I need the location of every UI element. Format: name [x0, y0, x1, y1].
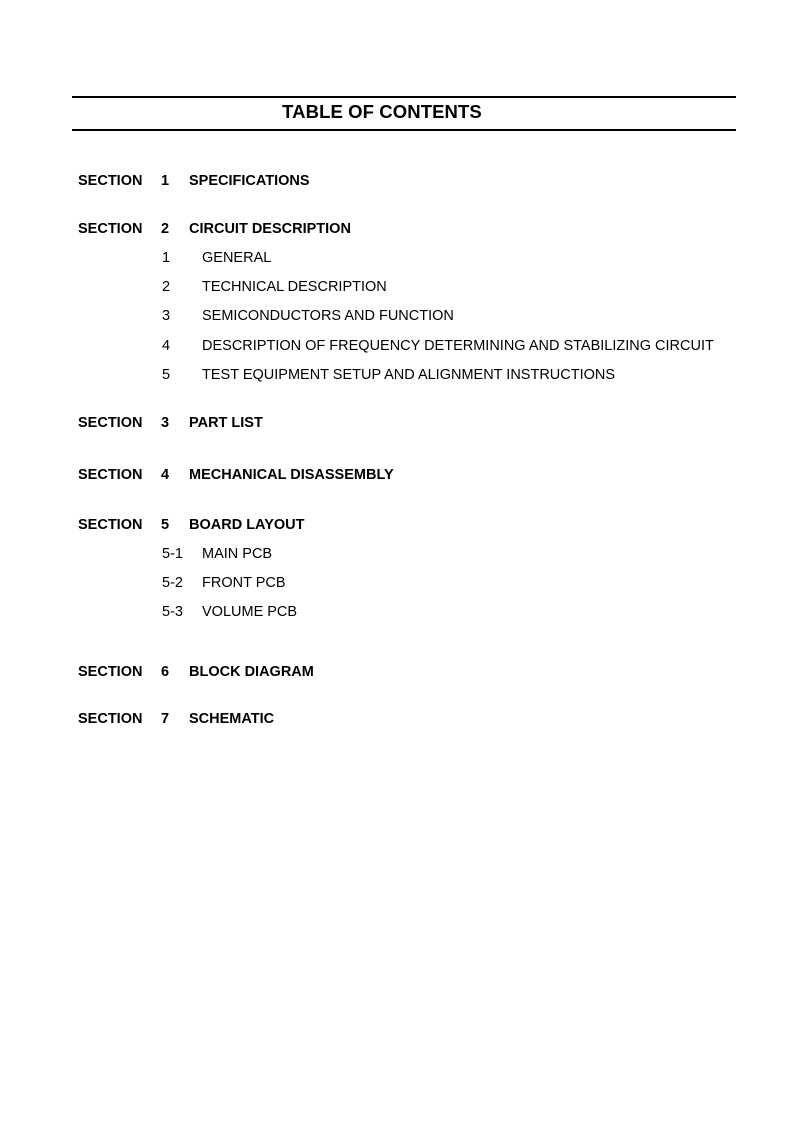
- section-name: MECHANICAL DISASSEMBLY: [189, 467, 394, 483]
- page-title: TABLE OF CONTENTS: [282, 101, 482, 122]
- section-label: SECTION: [78, 221, 143, 237]
- section-label: SECTION: [78, 664, 143, 680]
- section-label: SECTION: [78, 517, 143, 533]
- section-number: 1: [161, 173, 170, 189]
- subitem-name: VOLUME PCB: [202, 604, 298, 620]
- subitem-number: 5-1: [162, 546, 183, 562]
- section-name: PART LIST: [189, 415, 263, 431]
- subitem-name: SEMICONDUCTORS AND FUNCTION: [202, 308, 454, 324]
- section-name: SPECIFICATIONS: [189, 173, 310, 189]
- section-number: 6: [161, 664, 170, 680]
- subitem-name: FRONT PCB: [202, 575, 286, 591]
- subitem-name: DESCRIPTION OF FREQUENCY DETERMINING AND STABILIZING CIRCUIT: [202, 338, 714, 354]
- title-bottom-rule: [72, 129, 736, 131]
- subitem-name: GENERAL: [202, 250, 272, 266]
- section-label: SECTION: [78, 415, 143, 431]
- section-name: BOARD LAYOUT: [189, 517, 305, 533]
- section-number: 4: [161, 467, 170, 483]
- subitem-number: 5-3: [162, 604, 183, 620]
- subitem-name: TEST EQUIPMENT SETUP AND ALIGNMENT INSTRUCTIONS: [202, 367, 616, 383]
- section-number: 7: [161, 711, 170, 727]
- section-name: CIRCUIT DESCRIPTION: [189, 221, 351, 237]
- section-number: 3: [161, 415, 170, 431]
- section-number: 2: [161, 221, 170, 237]
- subitem-number: 5-2: [162, 575, 183, 591]
- section-label: SECTION: [78, 711, 143, 727]
- subitem-number: 3: [162, 308, 171, 324]
- subitem-number: 1: [162, 250, 171, 266]
- section-number: 5: [161, 517, 170, 533]
- section-label: SECTION: [78, 467, 143, 483]
- subitem-number: 4: [162, 338, 171, 354]
- title-top-rule: [72, 96, 736, 98]
- subitem-number: 2: [162, 279, 171, 295]
- subitem-number: 5: [162, 367, 171, 383]
- section-label: SECTION: [78, 173, 143, 189]
- section-name: SCHEMATIC: [189, 711, 275, 727]
- subitem-name: TECHNICAL DESCRIPTION: [202, 279, 387, 295]
- section-name: BLOCK DIAGRAM: [189, 664, 314, 680]
- subitem-name: MAIN PCB: [202, 546, 273, 562]
